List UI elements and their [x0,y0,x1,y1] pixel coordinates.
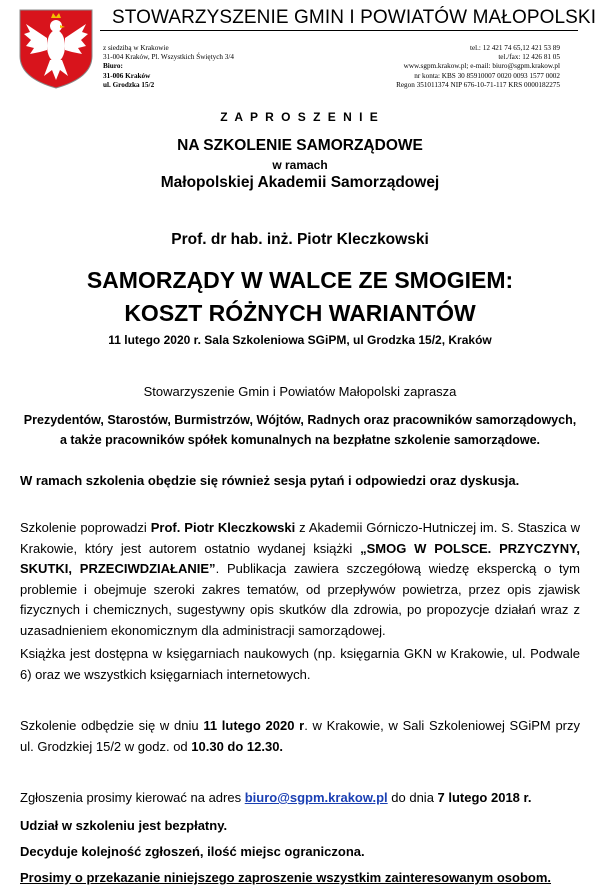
address-line: 31-004 Kraków, Pl. Wszystkich Świętych 3/4 [103,53,234,62]
contact-line: tel.: 12 421 74 65,12 421 53 89 [469,44,560,52]
lecturer-paragraph [20,518,580,641]
email-link[interactable]: biuro@sgpm.krakow.pl [244,790,388,805]
date-bold: 11 lutego 2020 r [203,718,305,733]
training-heading: NA SZKOLENIE SAMORZĄDOWE [177,137,423,154]
book-availability-paragraph: Książka jest dostępna w księgarniach naukowych (np. księgarnia GKN w Krakowie, ul. Podwale 6) oraz we wszystkich księgarniach internetowych. [20,646,580,682]
schedule-paragraph [20,716,580,757]
audience-line2: a także pracowników spółek komunalnych na bezpłatne szkolenie samorządowe. [59,433,540,447]
deadline-bold: 7 lutego 2018 r. [437,790,532,805]
lecturer-name: Prof. dr hab. inż. Piotr Kleczkowski [171,231,429,248]
text: . Publikacja zawiera szczegółową wiedzę ekspercką o tym problemie i obejmuje szeroki zakres tematów, od przepływów powietrza, przez opis zjawisk fizycznych i chemicznych, sugestywny opis skutków dla zdrowia, po propozycje działań wraz z uzasadnieniem ekonomicznym dla administracji samorządowej. [20,561,580,638]
text: do dnia [387,790,438,805]
text: Zgłoszenia prosimy kierować na adres [20,790,245,805]
training-subheading: w ramach [272,158,328,172]
book-title: „SMOG W POLSCE. PRZYCZYNY, SKUTKI, PRZECIWDZIAŁANIE” [20,540,581,576]
address-line: ul. Grodzka 15/2 [103,80,155,89]
lecturer-bold: Prof. Piotr Kleczkowski [150,520,296,535]
address-line: Biuro: [103,62,123,71]
address-right [396,44,560,90]
invites-line: Stowarzyszenie Gmin i Powiatów Małopolski zaprasza [143,384,457,399]
hours-bold: 10.30 do 12.30. [191,738,284,754]
text: . w Krakowie, w Sali Szkoleniowej SGiPM przy ul. Grodzkiej 15/2 w godz. od [20,718,581,754]
address-line: z siedzibą w Krakowie [103,44,169,52]
forward-request: Prosimy o przekazanie niniejszego zaproszenie wszystkim zainteresowanym osobom. [20,870,552,885]
text: Szkolenie poprowadzi [20,520,151,535]
academy-name: Małopolskiej Akademii Samorządowej [160,174,440,191]
event-title-line1: SAMORZĄDY W WALCE ZE SMOGIEM: [86,267,514,293]
contact-line: nr konta: KBS 30 85910007 0020 0093 1577 0002 [414,71,560,80]
event-date-place: 11 lutego 2020 r. Sala Szkoleniowa SGiPM, ul Grodzka 15/2, Kraków [108,333,492,347]
contact-line: Regon 351011374 NIP 676-10-71-117 KRS 0000182275 [396,80,560,89]
audience-line1: Prezydentów, Starostów, Burmistrzów, Wójtów, Radnych oraz pracowników samorządowych, [23,413,577,427]
address-left [103,44,234,90]
coat-of-arms-logo [18,8,94,90]
registration-line [20,790,531,805]
text: Szkolenie odbędzie się w dniu [20,718,204,733]
contact-line: www.sgpm.krakow.pl; e-mail: biuro@sgpm.krakow.pl [403,62,560,71]
invitation-label: Z A P R O S Z E N I E [220,110,380,124]
address-line: 31-006 Kraków [103,71,151,80]
org-name: STOWARZYSZENIE GMIN I POWIATÓW MAŁOPOLSKI [112,7,597,28]
limited-seats: Decyduje kolejność zgłoszeń, ilość miejsc ograniczona. [20,844,365,859]
free-participation: Udział w szkoleniu jest bezpłatny. [20,818,228,833]
contact-line: tel./fax: 12 426 81 05 [498,53,560,62]
event-title-line2: KOSZT RÓŻNYCH WARIANTÓW [124,300,476,326]
header-divider [100,30,578,31]
text: z Akademii Górniczo-Hutniczej im. S. Staszica w Krakowie, który jest autorem ostatnio wydanej książki [20,520,581,556]
qa-note: W ramach szkolenia obędzie się również sesja pytań i odpowiedzi oraz dyskusja. [20,473,520,488]
